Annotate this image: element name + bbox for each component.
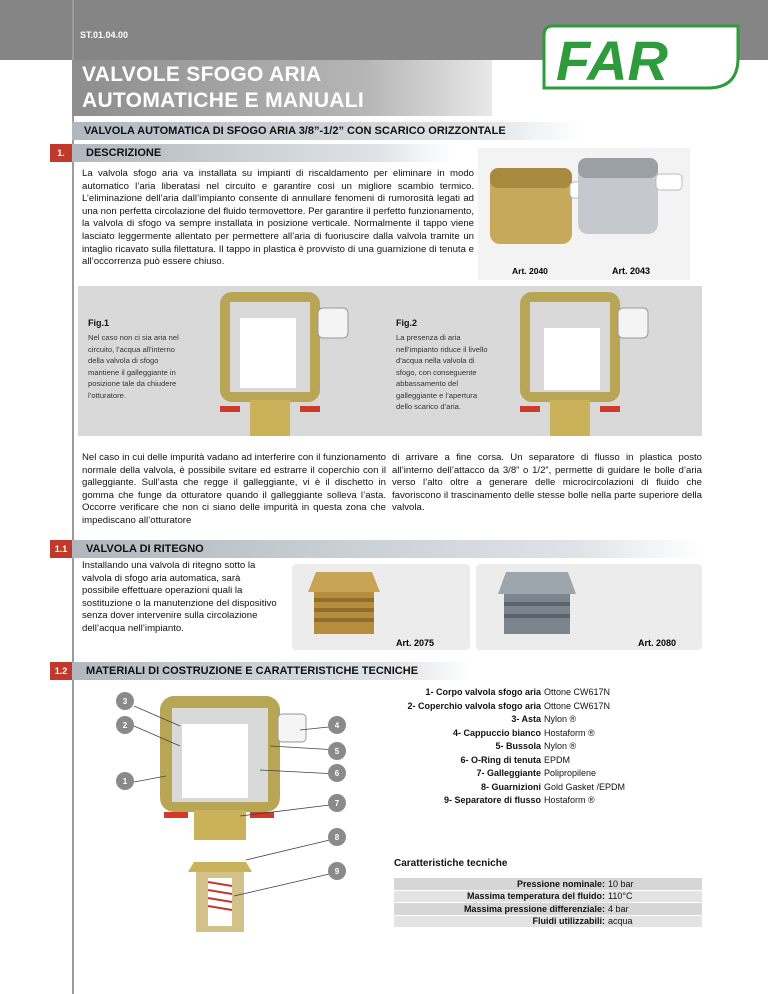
fig2-label: Fig.2 xyxy=(396,318,418,328)
material-row: 9- Separatore di flusso Hostaform ® xyxy=(443,795,595,805)
callout-2: 2 xyxy=(116,716,134,734)
callout-1: 1 xyxy=(116,772,134,790)
art-2075-label: Art. 2075 xyxy=(396,638,435,648)
fig1-caption: Nel caso non ci sia aria nel circuito, l’acqua all’interno della valvola di sfogo mantiene il galleggiante in posizione tale da chiudere l’otturatore. xyxy=(88,333,179,400)
page-title-line2: AUTOMATICHE E MANUALI xyxy=(82,89,365,112)
material-row: 2- Coperchio valvola sfogo aria Ottone CW617N xyxy=(407,700,611,711)
section-11-title: VALVOLA DI RITEGNO xyxy=(86,543,204,555)
callout-7: 7 xyxy=(328,794,346,812)
tech-row: Massima pressione differenziale: 4 bar xyxy=(394,903,702,916)
section-1-col2: di arrivare a fine corsa. Un separatore di flusso in plastica posto all’interno dell’attacco da 3/8” o 1/2”, permette di guidare le bolle d’aria verso l’alto oltre a generare delle microcircolazioni di fluido che favoriscono il trascinamento delle stesse bolle nella parte superiore della valvola. xyxy=(392,452,702,514)
material-row: 1- Corpo valvola sfogo aria Ottone CW617N xyxy=(425,687,611,697)
tech-row: Massima temperatura del fluido: 110°C xyxy=(394,891,702,904)
material-row: 3- Asta Nylon ® xyxy=(511,714,577,724)
fig2-caption: La presenza di aria nell’impianto riduce il livello d’acqua nella valvola di sfogo, con conseguente abbassamento del galleggiante e l’apertura dello scarico d’aria. xyxy=(396,333,488,411)
valve-section-fig1 xyxy=(210,288,360,436)
art-2043-label: Art. 2043 xyxy=(612,266,651,276)
fig1-label: Fig.1 xyxy=(88,318,110,328)
section-1-col1: Nel caso in cui delle impurità vadano ad interferire con il funzionamento normale della valvola, è possibile svitare ed estrarre il coperchio con il galleggiante. Sull’asta che regge il galleggiante, vi è il dischetto in gomma che funge da otturatore quando il galleggiante solleva l’asta. Occorre verificare che non ci siano delle impurità in questa zona che impediscano all’otturatore xyxy=(82,452,386,526)
far-logo xyxy=(538,22,746,108)
tech-row: Pressione nominale: 10 bar xyxy=(394,878,702,891)
callout-3: 3 xyxy=(116,692,134,710)
section-12-title: MATERIALI DI COSTRUZIONE E CARATTERISTICHE TECNICHE xyxy=(86,665,419,677)
main-section-title: VALVOLA AUTOMATICA DI SFOGO ARIA 3/8”-1/2” CON SCARICO ORIZZONTALE xyxy=(84,125,506,137)
callout-9: 9 xyxy=(328,862,346,880)
logo-tagline: flow evolution xyxy=(618,91,715,108)
material-row: 5- Bussola Nylon ® xyxy=(495,741,577,751)
material-row: 4- Cappuccio bianco Hostaform ® xyxy=(452,727,595,738)
material-row: 6- O-Ring di tenuta EPDM xyxy=(460,754,571,765)
section-1-text: La valvola sfogo aria va installata su impianti di riscaldamento per eliminare in modo automatico l’aria liberatasi nel circuito e garantire così un migliore scambio termico. L’eliminazione dell’aria dall’impianto consente di annullare fenomeni di rumorosità legati ad una non perfetta circolazione del fluido termovettore. Per garantire il perfetto funzionamento, la valvola di sfogo va sempre installata in posizione verticale. Normalmente il tappo viene lasciato leggermente allentato per permettere all’aria di fuoriuscire dalla valvola tramite un intaglio ricavato sulla filettatura. Il tappo in plastica è provvisto di una guarnizione di tenuta e all’occorrenza può essere chiuso. xyxy=(82,168,474,268)
section-11-number: 1.1 xyxy=(50,540,72,558)
product-photo-2075-2080 xyxy=(292,564,702,650)
tech-row: Fluidi utilizzabili: acqua xyxy=(394,916,702,929)
section-1-number: 1. xyxy=(50,144,72,162)
callout-8: 8 xyxy=(328,828,346,846)
tech-table xyxy=(394,878,702,928)
material-row: 7- Galleggiante Polipropilene xyxy=(476,768,597,778)
material-row: 8- Guarnizioni Gold Gasket /EPDM xyxy=(480,781,626,792)
valve-section-fig2 xyxy=(510,288,660,436)
product-photo-2040-2043 xyxy=(478,148,690,280)
section-11-text: Installando una valvola di ritegno sotto la valvola di sfogo aria automatica, sarà possibile effettuare operazioni quali la sostituzione o la manutenzione del dispositivo senza dover intervenire sulla circolazione dell’acqua nell’impianto. xyxy=(82,560,277,634)
art-2080-label: Art. 2080 xyxy=(638,638,677,648)
logo-text: FAR xyxy=(556,29,668,92)
page-title xyxy=(82,62,364,114)
section-12-number: 1.2 xyxy=(50,662,72,680)
callout-4: 4 xyxy=(328,716,346,734)
tech-title: Caratteristiche tecniche xyxy=(394,858,508,869)
art-2040-label: Art. 2040 xyxy=(512,266,548,276)
callout-6: 6 xyxy=(328,764,346,782)
callout-5: 5 xyxy=(328,742,346,760)
document-code: ST.01.04.00 xyxy=(80,30,129,40)
materials-list xyxy=(384,686,674,808)
page-title-line1: VALVOLE SFOGO ARIA xyxy=(82,63,322,86)
section-1-title: DESCRIZIONE xyxy=(86,147,162,159)
